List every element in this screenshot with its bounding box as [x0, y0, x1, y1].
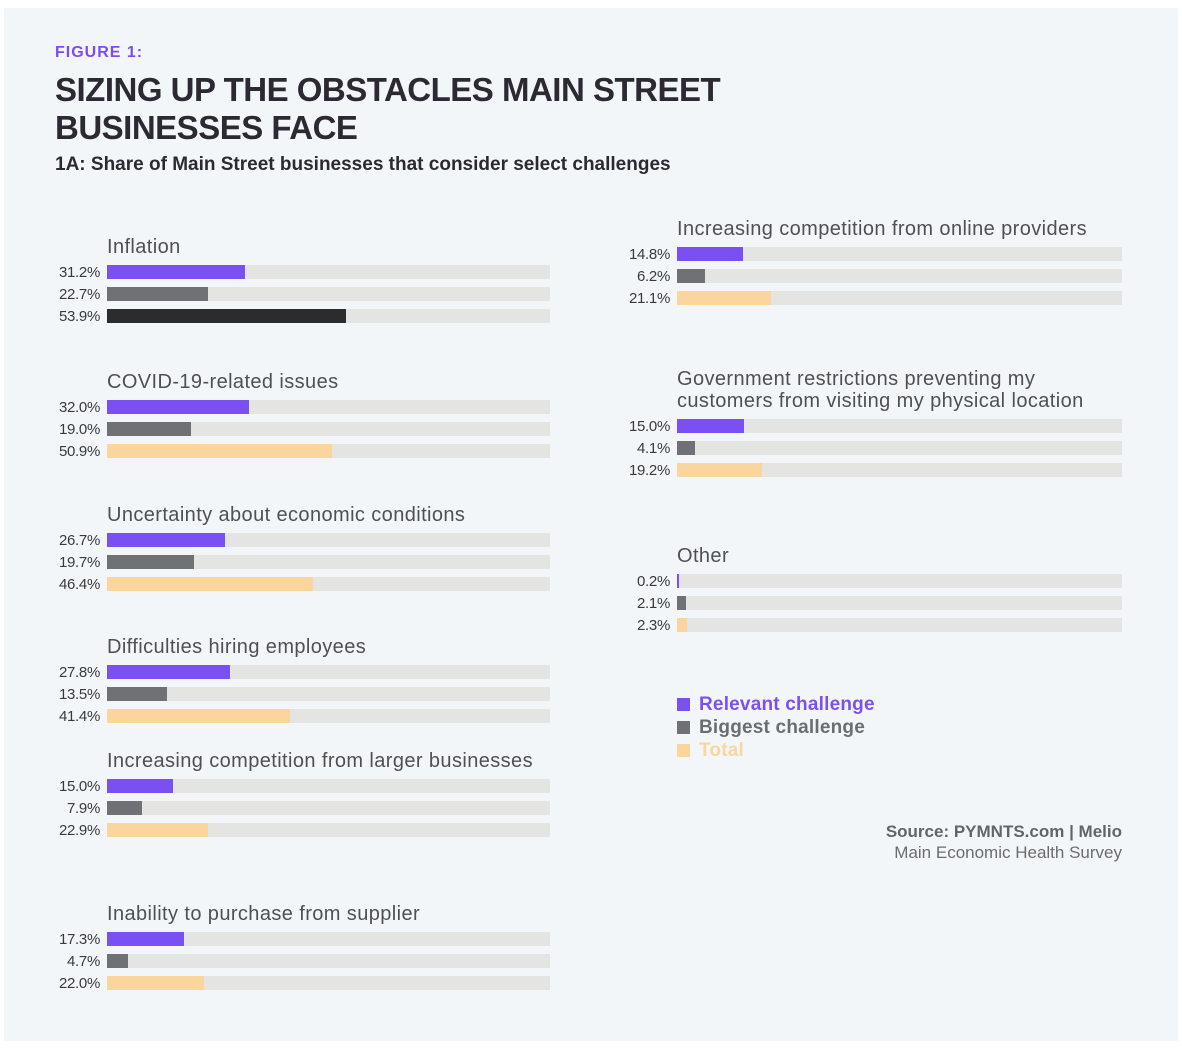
bar-track	[107, 779, 550, 793]
bar-rows	[53, 665, 550, 723]
bar-row	[53, 823, 550, 837]
legend-swatch-icon	[677, 744, 690, 757]
bar-row	[623, 419, 1122, 433]
bar-track	[107, 687, 550, 701]
bar-row	[53, 309, 550, 323]
bar-row	[623, 291, 1122, 305]
challenge-group	[53, 236, 550, 331]
value-label: 41.4%	[58, 707, 100, 725]
bar-row	[623, 463, 1122, 477]
bar-row	[53, 265, 550, 279]
value-label: 4.7%	[67, 952, 100, 970]
bar-track	[677, 574, 1122, 588]
bar-fill	[107, 687, 167, 701]
bar-row	[53, 932, 550, 946]
challenge-title: Inability to purchase from supplier	[107, 903, 421, 925]
value-label: 27.8%	[58, 663, 100, 681]
bar-track	[107, 823, 550, 837]
challenge-group	[53, 504, 550, 599]
bar-track	[677, 291, 1122, 305]
bar-fill	[677, 269, 705, 283]
value-label: 2.3%	[637, 616, 670, 634]
bar-fill	[107, 801, 142, 815]
bar-track	[107, 801, 550, 815]
challenge-title: Other	[677, 545, 730, 567]
bar-track	[107, 665, 550, 679]
bar-fill	[107, 265, 245, 279]
bar-track	[107, 954, 550, 968]
chart-subtitle: 1A: Share of Main Street businesses that consider select challenges	[55, 154, 671, 175]
bar-row	[623, 618, 1122, 632]
value-label: 14.8%	[628, 245, 670, 263]
bar-fill	[677, 419, 744, 433]
legend-swatch-icon	[677, 698, 690, 711]
bar-track	[107, 400, 550, 414]
bar-track	[677, 596, 1122, 610]
bar-fill	[107, 976, 204, 990]
value-label: 19.0%	[58, 420, 100, 438]
bar-track	[107, 309, 550, 323]
value-label: 6.2%	[637, 267, 670, 285]
challenge-group	[53, 750, 550, 845]
legend-swatch-icon	[677, 721, 690, 734]
legend-label: Relevant challenge	[699, 693, 875, 715]
bar-row	[53, 709, 550, 723]
bar-rows	[623, 419, 1122, 477]
challenge-title: Government restrictions preventing my customers from visiting my physical location	[677, 368, 1084, 412]
bar-track	[107, 287, 550, 301]
bar-track	[677, 419, 1122, 433]
bar-fill	[107, 954, 128, 968]
value-label: 4.1%	[637, 439, 670, 457]
bar-track	[107, 533, 550, 547]
value-label: 22.9%	[58, 821, 100, 839]
challenge-title: Uncertainty about economic conditions	[107, 504, 466, 526]
challenge-title: Inflation	[107, 236, 181, 258]
bar-fill	[107, 823, 208, 837]
value-label: 19.2%	[628, 461, 670, 479]
bar-track	[677, 463, 1122, 477]
challenge-group	[623, 218, 1122, 313]
bar-fill	[107, 444, 332, 458]
bar-row	[53, 577, 550, 591]
bar-row	[623, 247, 1122, 261]
value-label: 15.0%	[628, 417, 670, 435]
bar-row	[53, 422, 550, 436]
bar-rows	[53, 400, 550, 458]
legend-label: Total	[699, 739, 744, 761]
bar-fill	[107, 287, 208, 301]
source-attribution	[886, 821, 1122, 863]
value-label: 22.0%	[58, 974, 100, 992]
bar-track	[107, 444, 550, 458]
value-label: 22.7%	[58, 285, 100, 303]
bar-fill	[677, 291, 771, 305]
bar-track	[107, 976, 550, 990]
bar-track	[107, 577, 550, 591]
bar-row	[53, 976, 550, 990]
challenge-group	[53, 903, 550, 998]
page-title-line1: SIZING UP THE OBSTACLES MAIN STREET	[55, 71, 721, 108]
challenge-group	[53, 371, 550, 466]
challenge-title: Difficulties hiring employees	[107, 636, 367, 658]
bar-row	[623, 441, 1122, 455]
value-label: 17.3%	[58, 930, 100, 948]
bar-fill	[107, 709, 290, 723]
bar-track	[677, 247, 1122, 261]
bar-row	[53, 400, 550, 414]
challenge-group	[53, 636, 550, 731]
bar-row	[53, 555, 550, 569]
bar-rows	[53, 932, 550, 990]
bar-rows	[53, 533, 550, 591]
bar-track	[107, 932, 550, 946]
bar-fill	[677, 247, 743, 261]
source-line2: Main Economic Health Survey	[894, 843, 1122, 862]
bar-rows	[53, 265, 550, 323]
figure-header	[55, 44, 815, 176]
bar-fill	[677, 441, 695, 455]
legend-item-biggest-challenge	[677, 716, 875, 739]
bar-track	[677, 618, 1122, 632]
bar-row	[623, 596, 1122, 610]
bar-fill	[107, 533, 225, 547]
value-label: 26.7%	[58, 531, 100, 549]
bar-fill	[107, 932, 184, 946]
value-label: 32.0%	[58, 398, 100, 416]
challenge-group	[623, 368, 1122, 485]
challenge-group	[623, 545, 1122, 640]
page-title	[55, 71, 815, 147]
bar-fill	[107, 400, 249, 414]
bar-rows	[53, 779, 550, 837]
bar-fill	[677, 596, 686, 610]
bar-fill	[677, 618, 687, 632]
challenge-title: Increasing competition from online providers	[677, 218, 1088, 240]
bar-fill	[107, 422, 191, 436]
challenge-title: COVID-19-related issues	[107, 371, 339, 393]
value-label: 53.9%	[58, 307, 100, 325]
value-label: 7.9%	[67, 799, 100, 817]
value-label: 13.5%	[58, 685, 100, 703]
bar-fill	[677, 463, 762, 477]
bar-fill	[677, 574, 679, 588]
legend	[677, 693, 875, 762]
bar-row	[623, 269, 1122, 283]
value-label: 50.9%	[58, 442, 100, 460]
bar-row	[53, 954, 550, 968]
bar-row	[53, 533, 550, 547]
bar-row	[623, 574, 1122, 588]
bar-rows	[623, 247, 1122, 305]
bar-track	[677, 269, 1122, 283]
source-line1: Source: PYMNTS.com | Melio	[885, 822, 1122, 841]
bar-row	[53, 287, 550, 301]
bar-fill	[107, 309, 346, 323]
bar-row	[53, 779, 550, 793]
value-label: 21.1%	[628, 289, 670, 307]
figure-number-label: FIGURE 1:	[55, 44, 144, 61]
legend-label: Biggest challenge	[699, 716, 865, 738]
bar-track	[677, 441, 1122, 455]
bar-fill	[107, 555, 194, 569]
legend-item-relevant-challenge	[677, 693, 875, 716]
bar-row	[53, 687, 550, 701]
value-label: 19.7%	[58, 553, 100, 571]
bar-track	[107, 709, 550, 723]
bar-track	[107, 422, 550, 436]
bar-row	[53, 665, 550, 679]
bar-fill	[107, 779, 173, 793]
page-title-line2: BUSINESSES FACE	[55, 109, 358, 146]
value-label: 46.4%	[58, 575, 100, 593]
legend-item-total	[677, 739, 875, 762]
bar-track	[107, 265, 550, 279]
bar-fill	[107, 577, 313, 591]
bar-track	[107, 555, 550, 569]
value-label: 0.2%	[637, 572, 670, 590]
bar-row	[53, 444, 550, 458]
bar-row	[53, 801, 550, 815]
bar-rows	[623, 574, 1122, 632]
bar-fill	[107, 665, 230, 679]
value-label: 2.1%	[637, 594, 670, 612]
value-label: 31.2%	[58, 263, 100, 281]
challenge-title: Increasing competition from larger businesses	[107, 750, 533, 772]
value-label: 15.0%	[58, 777, 100, 795]
